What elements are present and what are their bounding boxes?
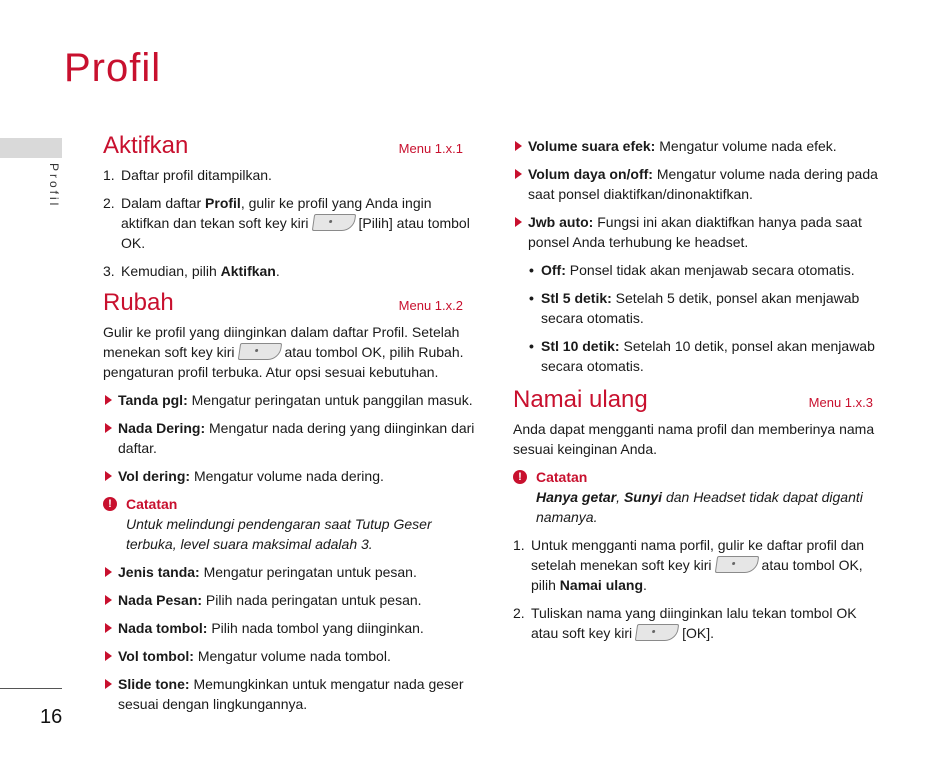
rubah-menu-ref: Menu 1.x.2 xyxy=(398,298,463,313)
rubah-title: Rubah xyxy=(103,289,174,316)
namai-heading xyxy=(513,386,885,413)
bullet-arrow-icon xyxy=(105,423,112,433)
rubah-note xyxy=(103,494,475,554)
bullet-arrow-icon xyxy=(515,169,522,179)
side-tab-marker xyxy=(0,138,62,158)
list-item: Volum daya on/off: Mengatur volume nada dering pada saat ponsel diaktifkan/dinonaktifkan. xyxy=(513,164,885,204)
warning-icon: ! xyxy=(103,497,117,511)
aktifkan-title: Aktifkan xyxy=(103,132,189,159)
note-heading: Catatan xyxy=(126,496,178,512)
namai-step-1: 1. Untuk mengganti nama porfil, gulir ke daftar profil dan setelah menekan soft key kiri atau tombol OK, pilih Namai ulang. xyxy=(513,537,865,593)
namai-note xyxy=(513,467,885,527)
list-item: Vol tombol: Mengatur volume nada tombol. xyxy=(103,646,475,666)
bullet-arrow-icon xyxy=(105,471,112,481)
bullet-arrow-icon xyxy=(105,567,112,577)
bullet-arrow-icon xyxy=(105,623,112,633)
namai-step-2: 2. Tuliskan nama yang diinginkan lalu tekan tombol OK atau soft key kiri [OK]. xyxy=(513,605,857,641)
list-item: Nada Pesan: Pilih nada peringatan untuk pesan. xyxy=(103,590,475,610)
bullet-arrow-icon xyxy=(105,395,112,405)
aktifkan-step-2: 2. Dalam daftar Profil, gulir ke profil yang Anda ingin aktifkan dan tekan soft key kiri [Pilih] atau tombol OK. xyxy=(103,195,470,251)
bullet-arrow-icon xyxy=(105,595,112,605)
soft-key-icon xyxy=(311,214,355,231)
namai-menu-ref: Menu 1.x.3 xyxy=(808,395,873,410)
list-item: Volume suara efek: Mengatur volume nada efek. xyxy=(513,136,885,156)
page-number: 16 xyxy=(40,706,63,728)
list-item: Tanda pgl: Mengatur peringatan untuk panggilan masuk. xyxy=(103,390,475,410)
aktifkan-step-1: 1. Daftar profil ditampilkan. xyxy=(103,167,272,183)
list-item: Vol dering: Mengatur volume nada dering. xyxy=(103,466,475,486)
list-item: Jenis tanda: Mengatur peringatan untuk pesan. xyxy=(103,562,475,582)
list-item: Nada tombol: Pilih nada tombol yang diinginkan. xyxy=(103,618,475,638)
namai-intro: Anda dapat mengganti nama profil dan memberinya nama sesuai keinginan Anda. xyxy=(513,421,875,457)
list-item: Nada Dering: Mengatur nada dering yang diinginkan dari daftar. xyxy=(103,418,475,458)
aktifkan-step-3: 3. Kemudian, pilih Aktifkan. xyxy=(103,263,280,279)
note-heading: Catatan xyxy=(536,469,588,485)
footer-rule xyxy=(0,688,62,689)
page-title: Profil xyxy=(64,46,162,90)
right-column xyxy=(513,136,885,651)
sub-list-item: • Stl 10 detik: Setelah 10 detik, ponsel akan menjawab secara otomatis. xyxy=(529,338,875,374)
rubah-heading xyxy=(103,289,475,316)
bullet-arrow-icon xyxy=(515,217,522,227)
warning-icon: ! xyxy=(513,470,527,484)
bullet-arrow-icon xyxy=(105,679,112,689)
namai-title: Namai ulang xyxy=(513,386,648,413)
soft-key-icon xyxy=(237,343,281,360)
soft-key-icon xyxy=(714,556,758,573)
soft-key-icon xyxy=(635,624,679,641)
bullet-arrow-icon xyxy=(515,141,522,151)
rubah-intro: Gulir ke profil yang diinginkan dalam daftar Profil. Setelah menekan soft key kiri atau tombol OK, pilih Rubah. pengaturan profil terbuka. Atur opsi sesuai kebutuhan. xyxy=(103,324,464,380)
sub-list-item: • Stl 5 detik: Setelah 5 detik, ponsel akan menjawab secara otomatis. xyxy=(529,290,860,326)
list-item: Slide tone: Memungkinkan untuk mengatur nada geser sesuai dengan lingkungannya. xyxy=(103,674,475,714)
bullet-arrow-icon xyxy=(105,651,112,661)
aktifkan-heading xyxy=(103,132,475,159)
list-item: Jwb auto: Fungsi ini akan diaktifkan hanya pada saat ponsel Anda terhubung ke headset. xyxy=(513,212,885,252)
note-body: Untuk melindungi pendengaran saat Tutup Geser terbuka, level suara maksimal adalah 3. xyxy=(126,516,432,552)
left-column xyxy=(103,132,475,722)
side-section-label: Profil xyxy=(47,163,61,209)
note-body: Hanya getar, Sunyi dan Headset tidak dapat diganti namanya. xyxy=(536,489,863,525)
aktifkan-menu-ref: Menu 1.x.1 xyxy=(398,141,463,156)
sub-list-item: • Off: Ponsel tidak akan menjawab secara otomatis. xyxy=(529,262,855,278)
